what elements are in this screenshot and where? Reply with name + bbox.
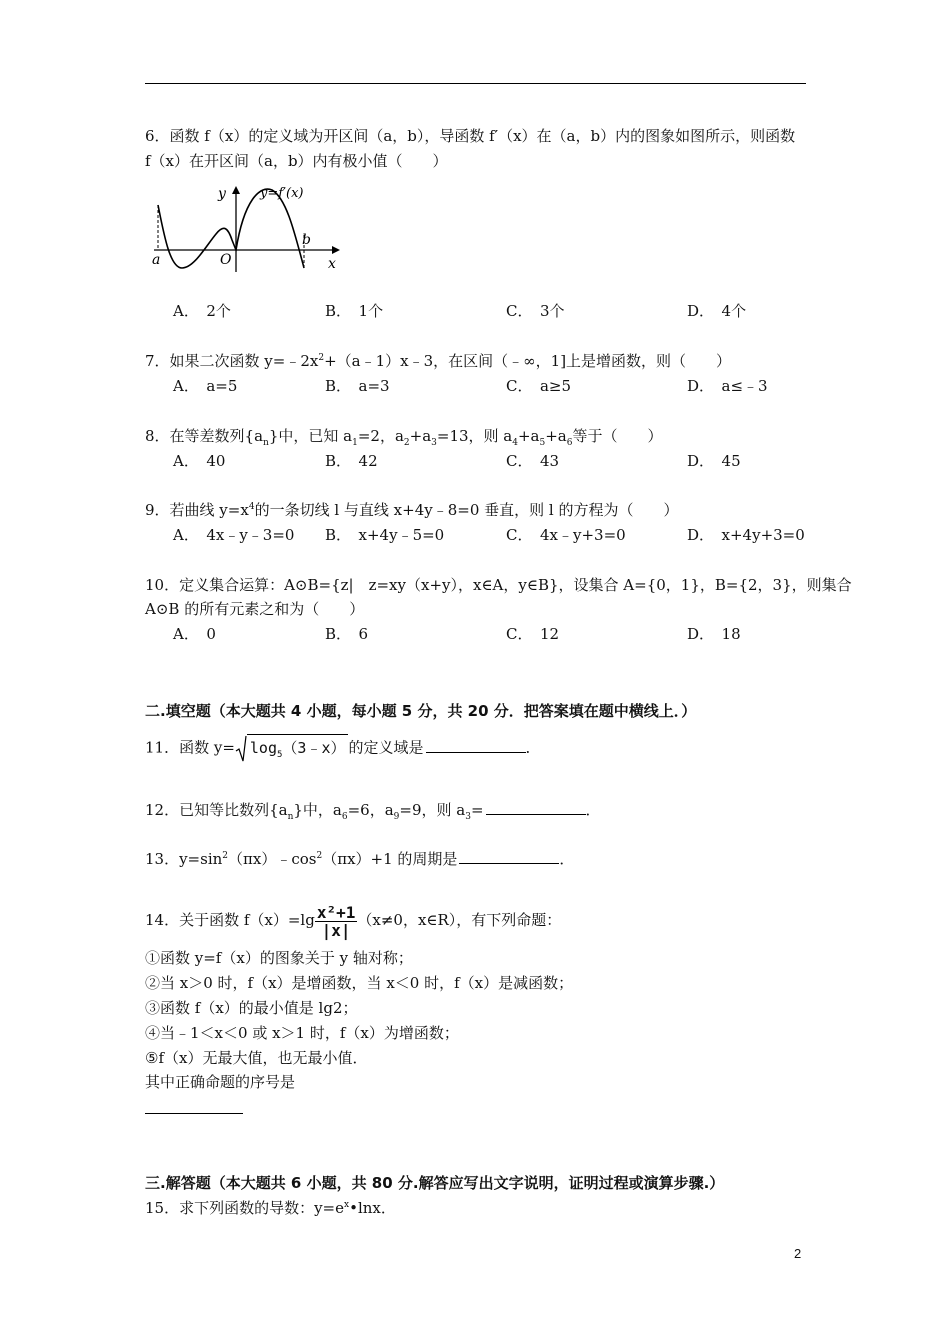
page-number: 2 <box>794 1246 802 1261</box>
q12-answer-blank <box>486 800 586 815</box>
q9-stem: 9．若曲线 $y=x^4$的一条切线 l 与直线 x+4y﹣8=0 垂直，则 l 的方程为（ ） <box>145 501 679 519</box>
section-2-heading: 二.填空题（本大题共 4 小题，每小题 5 分，共 20 分．把答案填在题中横线上．） <box>145 702 697 720</box>
q14-item-3: ③函数 f（x）的最小值是 lg2； <box>145 999 358 1017</box>
q14-item-1: ①函数 y=f（x）的图象关于 y 轴对称； <box>145 949 413 967</box>
graph-label-o: O <box>220 252 232 268</box>
q6-option-a: A． 2个 <box>173 302 231 320</box>
q10-line2: A⊙B 的所有元素之和为（ ） <box>145 600 365 618</box>
q6-line1: 6．函数 f（x）的定义域为开区间（a，b），导函数 f′（x）在（a，b）内的图象如图所示，则函数 <box>145 127 796 145</box>
q14-item-4: ④当﹣1＜x＜0 或 x＞1 时，f（x）为增函数； <box>145 1024 459 1042</box>
q14-tail: 其中正确命题的序号是 <box>145 1073 296 1091</box>
q10-option-c: C． 12 <box>506 625 560 643</box>
q6-option-d: D． 4个 <box>687 302 747 320</box>
q10-option-a: A． 0 <box>173 625 216 643</box>
q6-option-c: C． 3个 <box>506 302 565 320</box>
q9-option-b: B． x+4y﹣5=0 <box>325 526 445 544</box>
q11-stem: 11．函数 $y= \log_5(3﹣x)$ 的定义域是 ． <box>145 734 541 763</box>
header-rule <box>145 83 806 84</box>
q7-stem: 7．如果二次函数 $y=﹣2x^2+(a﹣1)x﹣3$，在区间（﹣∞，1]上是增函数，则（ ） <box>145 352 732 370</box>
q8-option-b: B． 42 <box>325 452 378 470</box>
graph-label-y: y <box>218 186 226 202</box>
section-3-heading: 三.解答题（本大题共 6 小题，共 80 分.解答应写出文字说明，证明过程或演算步骤.） <box>145 1174 725 1192</box>
q9-option-c: C． 4x﹣y+3=0 <box>506 526 626 544</box>
q7-option-c: C． a≥5 <box>506 377 572 395</box>
graph-label-x: x <box>328 256 336 272</box>
q10-line1: 10．定义集合运算：A⊙B={z| z=xy（x+y），x∈A，y∈B}，设集合 A={0，1}，B={2，3}，则集合 <box>145 576 852 594</box>
q6-line2: f（x）在开区间（a，b）内有极小值（ ） <box>145 152 448 170</box>
q8-option-d: D． 45 <box>687 452 741 470</box>
graph-label-b: b <box>302 232 311 248</box>
q6-derivative-graph <box>148 180 348 275</box>
q8-option-c: C． 43 <box>506 452 560 470</box>
q13-stem: 13．$y=\sin^2(\pi x)﹣\cos^2(\pi x)+1$ 的周期是 ． <box>145 850 575 868</box>
q14-fraction: $\frac{\text{x²+1}}{|x|}$ <box>316 902 356 940</box>
q9-option-d: D． x+4y+3=0 <box>687 526 805 544</box>
q11-answer-blank <box>426 738 526 753</box>
q10-option-d: D． 18 <box>687 625 741 643</box>
q7-option-d: D． a≤﹣3 <box>687 377 768 395</box>
q15-stem: 15．求下列函数的导数：$y=e^x•\ln x$． <box>145 1199 396 1217</box>
q14-item-5: ⑤f（x）无最大值，也无最小值． <box>145 1049 368 1067</box>
q7-option-b: B． a=3 <box>325 377 390 395</box>
q6-option-b: B． 1个 <box>325 302 384 320</box>
q12-stem: 12．已知等比数列$\{a_n\}$中，$a_6=6$，$a_9=9$，则 $a_3=$ ． <box>145 801 601 822</box>
q8-option-a: A． 40 <box>173 452 226 470</box>
q14-answer-blank <box>145 1113 243 1114</box>
q14-stem: 14．关于函数 f（x）=lg $\frac{\text{x²+1}}{|x|}$ （x≠0，x∈R），有下列命题： <box>145 902 562 940</box>
q11-radical: $\log_5(3﹣x)$ <box>235 734 349 763</box>
q9-option-a: A． 4x﹣y﹣3=0 <box>173 526 295 544</box>
graph-label-a: a <box>152 252 161 268</box>
q14-item-2: ②当 x＞0 时，f（x）是增函数，当 x＜0 时，f（x）是减函数； <box>145 974 574 992</box>
q7-option-a: A． a=5 <box>173 377 238 395</box>
q10-option-b: B． 6 <box>325 625 369 643</box>
q13-answer-blank <box>459 849 559 864</box>
q8-stem: 8．在等差数列$\{a_n\}$中，已知 $a_1=2$，$a_2+a_3=13$，则 $a_4+a_5+a_6$等于（ ） <box>145 427 663 448</box>
graph-label-func: y=f′(x) <box>260 186 304 201</box>
